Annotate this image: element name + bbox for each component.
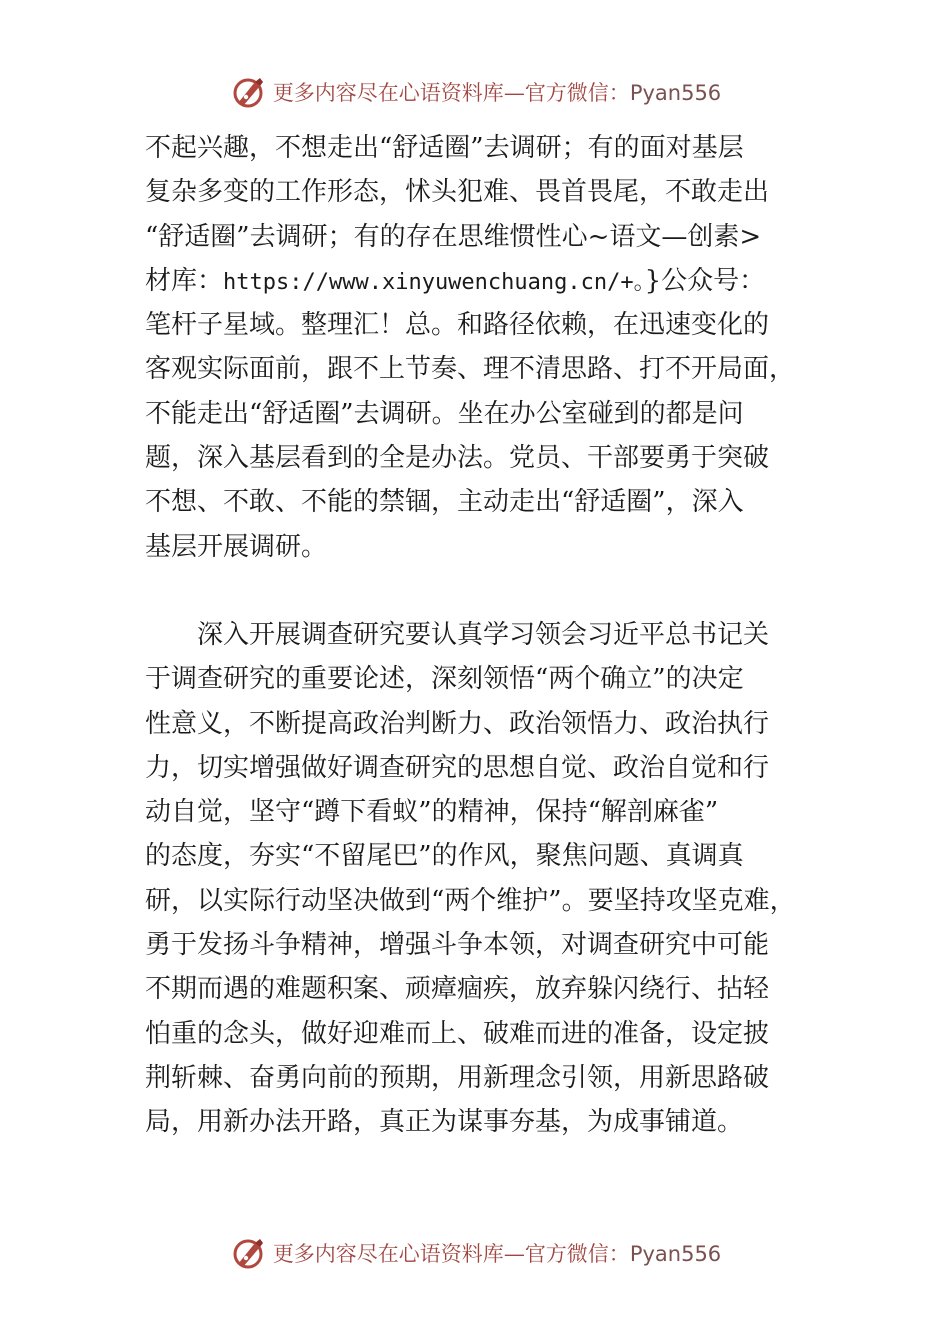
banner-separator: — <box>503 1242 525 1266</box>
text-line: 笔杆子星域。整理汇！总。和路径依赖，在迅速变化的 <box>145 310 770 341</box>
text-line: 局，用新办法开路，真正为谋事夯基，为成事铺道。 <box>145 1107 744 1138</box>
text-line: 不期而遇的难题积案、顽瘴痼疾，放弃躲闪绕行、拈轻 <box>145 974 770 1005</box>
pen-nib-logo-icon <box>229 1234 267 1272</box>
text-line: 荆斩棘、奋勇向前的预期，用新理念引领，用新思路破 <box>145 1062 770 1093</box>
text-line: 研，以实际行动坚决做到“两个维护”。要坚持攻坚克难， <box>145 885 796 916</box>
text-fragment: 材库： <box>145 265 224 296</box>
text-line: 不起兴趣，不想走出“舒适圈”去调研；有的面对基层 <box>145 133 744 163</box>
text-line: 复杂多变的工作形态，怵头犯难、畏首畏尾，不敢走出 <box>145 177 770 208</box>
document-body <box>145 126 815 1145</box>
banner-title: 更多内容尽在心语资料库 <box>272 1242 504 1266</box>
text-line <box>145 259 815 303</box>
text-line: 勇于发扬斗争精神，增强斗争本领，对调查研究中可能 <box>145 930 770 961</box>
text-line: 不想、不敢、不能的禁锢，主动走出“舒适圈”，深入 <box>145 487 744 518</box>
text-line: “舒适圈”去调研；有的存在思维惯性心~语文—创素> <box>145 221 762 252</box>
text-line: 怕重的念头，做好迎难而上、破难而进的准备，设定披 <box>145 1018 770 1049</box>
text-line: 不能走出“舒适圈”去调研。坐在办公室碰到的都是问 <box>145 398 744 429</box>
banner-wechat-label: 官方微信： <box>524 1242 630 1266</box>
header-watermark <box>0 70 950 114</box>
text-line: 基层开展调研。 <box>145 531 328 562</box>
banner-separator: — <box>503 81 525 105</box>
text-line: 性意义，不断提高政治判断力、政治领悟力、政治执行 <box>145 708 770 739</box>
text-line: 客观实际面前，跟不上节奏、理不清思路、打不开局面， <box>145 354 796 385</box>
text-fragment: }公众号： <box>644 265 766 296</box>
text-line: 力，切实增强做好调查研究的思想自觉、政治自觉和行 <box>145 752 770 783</box>
text-line: 题，深入基层看到的全是办法。党员、干部要勇于突破 <box>145 443 770 474</box>
banner-title: 更多内容尽在心语资料库 <box>272 81 504 105</box>
banner-wechat-label: 官方微信： <box>524 81 630 105</box>
text-line: 深入开展调查研究要认真学习领会习近平总书记关 <box>197 619 770 650</box>
footer-watermark <box>0 1231 950 1275</box>
paragraph-gap <box>145 569 815 613</box>
url-text: https://www.xinyuwenchuang.cn/+。 <box>223 269 645 295</box>
paragraph-1 <box>145 126 815 569</box>
banner-wechat-id: Pyan556 <box>629 1242 722 1266</box>
banner-wechat-id: Pyan556 <box>629 81 722 105</box>
text-line: 于调查研究的重要论述，深刻领悟“两个确立”的决定 <box>145 664 744 695</box>
text-line: 动自觉，坚守“蹲下看蚁”的精神，保持“解剖麻雀” <box>145 797 719 828</box>
pen-nib-logo-icon <box>229 73 267 111</box>
paragraph-2 <box>145 613 815 1145</box>
text-line: 的态度，夯实“不留尾巴”的作风，聚焦问题、真调真 <box>145 841 744 872</box>
